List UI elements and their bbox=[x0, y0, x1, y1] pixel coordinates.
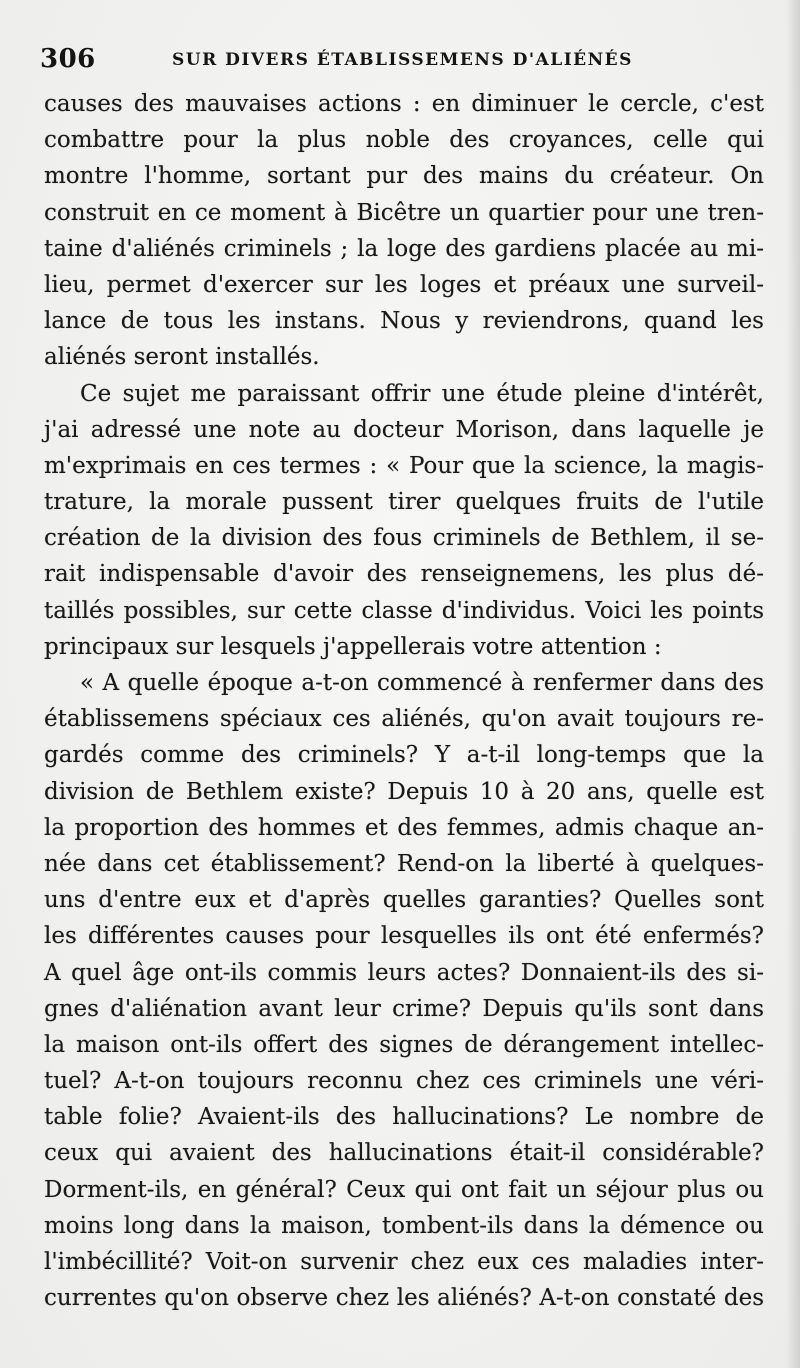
body-text bbox=[44, 86, 764, 1316]
text-line: trature, la morale pussent tirer quelques fruits de l'utile bbox=[44, 489, 764, 516]
text-line: Dorment-ils, en général? Ceux qui ont fait un séjour plus ou bbox=[44, 1176, 764, 1203]
text-line: currentes qu'on observe chez les aliénés? A-t-on constaté des bbox=[44, 1285, 764, 1312]
text-line: « A quelle époque a-t-on commencé à renfermer dans des bbox=[80, 670, 764, 696]
text-line: la proportion des hommes et des femmes, admis chaque an- bbox=[44, 814, 764, 841]
text-line: l'imbécillité? Voit-on survenir chez eux ces maladies inter- bbox=[44, 1249, 764, 1275]
text-line: principaux sur lesquels j'appellerais votre attention : bbox=[44, 633, 662, 660]
text-line: table folie? Avaient-ils des hallucinations? Le nombre de bbox=[44, 1104, 764, 1131]
text-line: division de Bethlem existe? Depuis 10 à 20 ans, quelle est bbox=[44, 778, 764, 805]
text-line: m'exprimais en ces termes : « Pour que la science, la magis- bbox=[44, 452, 764, 479]
text-line: taillés possibles, sur cette classe d'individus. Voici les points bbox=[44, 597, 764, 624]
text-line: j'ai adressé une note au docteur Morison, dans laquelle je bbox=[44, 416, 764, 443]
text-line: née dans cet établissement? Rend-on la liberté à quelques- bbox=[44, 850, 764, 877]
text-line: aliénés seront installés. bbox=[44, 344, 320, 371]
text-line: combattre pour la plus noble des croyances, celle qui bbox=[44, 127, 764, 154]
text-line: montre l'homme, sortant pur des mains du créateur. On bbox=[44, 163, 764, 190]
text-line: ceux qui avaient des hallucinations était-il considérable? bbox=[44, 1140, 764, 1167]
text-line: tuel? A-t-on toujours reconnu chez ces criminels une véri- bbox=[44, 1068, 764, 1095]
text-line: moins long dans la maison, tombent-ils dans la démence ou bbox=[44, 1212, 764, 1239]
text-line: taine d'aliénés criminels ; la loge des gardiens placée au mi- bbox=[44, 235, 764, 262]
text-line: les différentes causes pour lesquelles ils ont été enfermés? bbox=[44, 923, 764, 950]
page-number: 306 bbox=[40, 44, 96, 74]
text-line: gnes d'aliénation avant leur crime? Depuis qu'ils sont dans bbox=[44, 995, 764, 1022]
text-line: établissemens spéciaux ces aliénés, qu'on avait toujours re- bbox=[44, 706, 764, 733]
text-line: Ce sujet me paraissant offrir une étude pleine d'intérêt, bbox=[80, 380, 764, 407]
text-line: causes des mauvaises actions : en diminuer le cercle, c'est bbox=[44, 91, 764, 117]
text-line: construit en ce moment à Bicêtre un quartier pour une tren- bbox=[44, 199, 764, 226]
text-line: la maison ont-ils offert des signes de dérangement intellec- bbox=[44, 1031, 764, 1058]
text-line: rait indispensable d'avoir des renseignemens, les plus dé- bbox=[44, 561, 764, 588]
text-line: uns d'entre eux et d'après quelles garanties? Quelles sont bbox=[44, 887, 764, 914]
running-head-title: SUR DIVERS ÉTABLISSEMENS D'ALIÉNÉS bbox=[172, 50, 633, 70]
text-line: lance de tous les instans. Nous y reviendrons, quand les bbox=[44, 308, 764, 335]
running-head bbox=[40, 44, 760, 74]
text-line: lieu, permet d'exercer sur les loges et préaux une surveil- bbox=[44, 271, 764, 298]
text-line: A quel âge ont-ils commis leurs actes? Donnaient-ils des si- bbox=[44, 959, 764, 986]
text-line: gardés comme des criminels? Y a-t-il long-temps que la bbox=[44, 742, 764, 769]
text-line: création de la division des fous criminels de Bethlem, il se- bbox=[44, 525, 764, 552]
